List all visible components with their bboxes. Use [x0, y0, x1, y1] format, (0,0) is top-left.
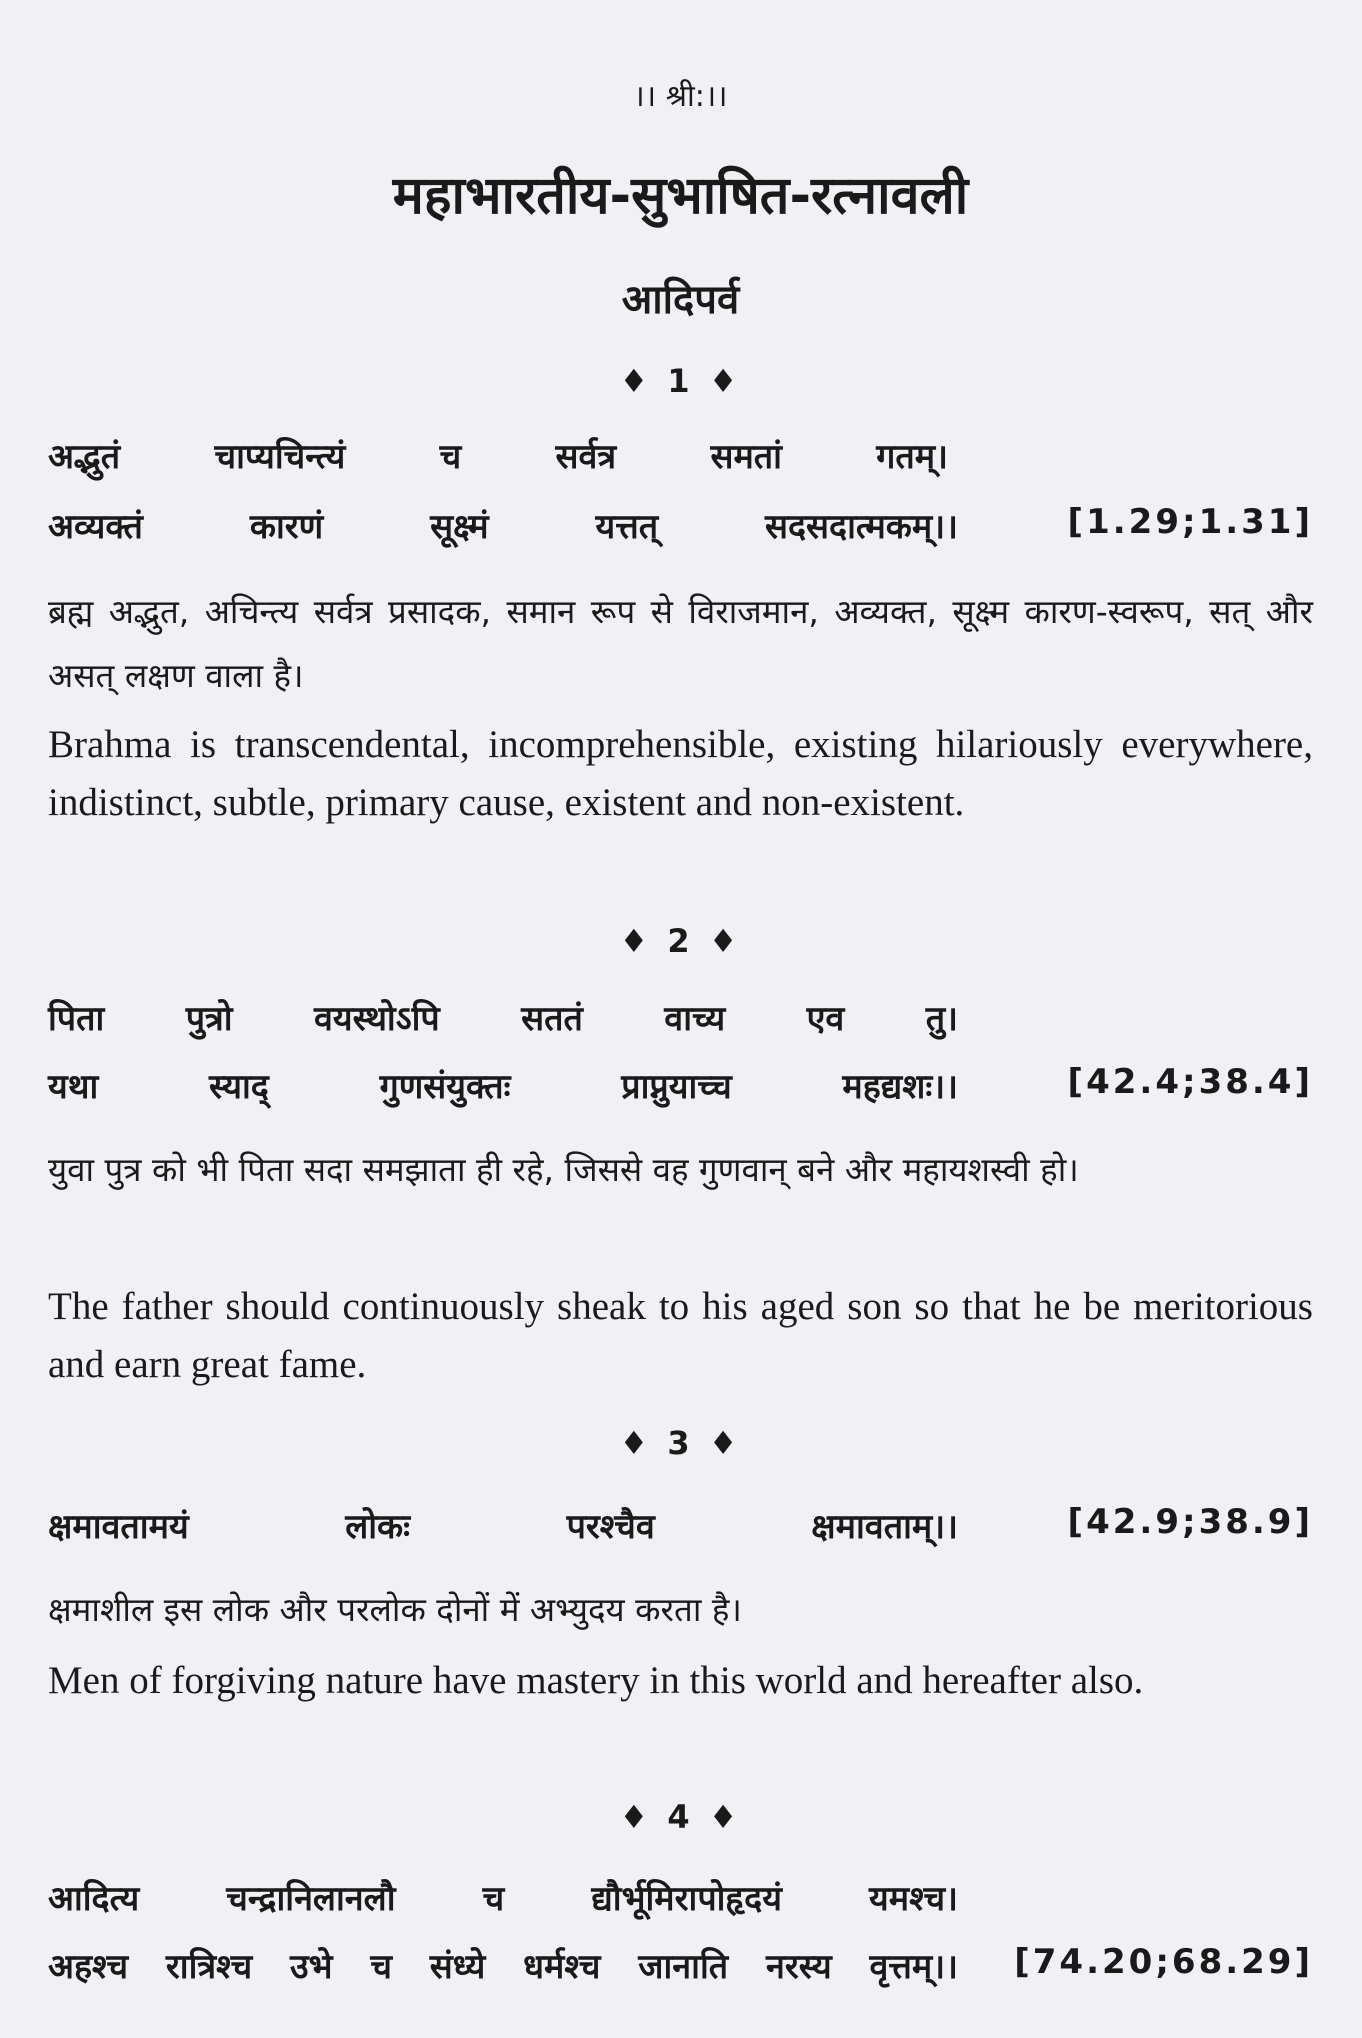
sanskrit-line	[48, 432, 1313, 478]
sanskrit-text: आदित्य चन्द्रानिलानलौ च द्यौर्भूमिरापोहृदयं यमश्च।	[48, 1879, 958, 1919]
verse-reference: [74.20;68.29]	[1014, 1942, 1313, 1982]
verse-reference: [42.4;38.4]	[1067, 1062, 1313, 1102]
sanskrit-text: यथा स्याद् गुणसंयुक्तः प्राप्नुयाच्च महद्यशः।।	[48, 1067, 958, 1107]
section-title: आदिपर्व	[621, 277, 740, 323]
verse-number: ♦ 3 ♦	[619, 1424, 742, 1462]
verse-reference: [42.9;38.9]	[1067, 1502, 1313, 1542]
sanskrit-line	[48, 1874, 1313, 1920]
english-translation: Brahma is transcendental, incomprehensible, existing hilariously everywhere, indistinct, subtle, primary cause, existent and non-existent.	[48, 723, 1313, 824]
sanskrit-line	[48, 502, 1313, 548]
sanskrit-line	[48, 994, 1313, 1040]
sanskrit-text: क्षमावतामयं लोकः परश्चैव क्षमावताम्।।	[48, 1507, 958, 1547]
hindi-translation: क्षमाशील इस लोक और परलोक दोनों में अभ्युदय करता है।	[48, 1590, 742, 1629]
sanskrit-line	[48, 1062, 1313, 1108]
sanskrit-text: अव्यक्तं कारणं सूक्ष्मं यत्तत् सदसदात्मकम्।।	[48, 507, 958, 547]
header-mark: ।। श्री:।।	[633, 79, 728, 114]
hindi-translation: युवा पुत्र को भी पिता सदा समझाता ही रहे, जिससे वह गुणवान् बने और महायशस्वी हो।	[48, 1150, 1079, 1189]
hindi-translation: ब्रह्म अद्भुत, अचिन्त्य सर्वत्र प्रसादक, समान रूप से विराजमान, अव्यक्त, सूक्ष्म कारण-स्वरूप, सत् और असत् लक्षण वाला है।	[48, 592, 1313, 695]
page-title: महाभारतीय-सुभाषित-रत्नावली	[392, 166, 969, 226]
sanskrit-line	[48, 1502, 1313, 1548]
sanskrit-text: अहश्च रात्रिश्च उभे च संध्ये धर्मश्च जानाति नरस्य वृत्तम्।।	[48, 1947, 958, 1987]
verse-number: ♦ 4 ♦	[619, 1798, 742, 1836]
sanskrit-text: पिता पुत्रो वयस्थोऽपि सततं वाच्य एव तु।	[48, 999, 958, 1039]
verse-number: ♦ 2 ♦	[619, 922, 742, 960]
verse-reference: [1.29;1.31]	[1067, 502, 1313, 542]
sanskrit-text: अद्भुतं चाप्यचिन्त्यं च सर्वत्र समतां गतम्।	[48, 437, 948, 477]
english-translation: Men of forgiving nature have mastery in this world and hereafter also.	[48, 1659, 1144, 1702]
english-translation: The father should continuously sheak to his aged son so that he be meritorious and earn great fame.	[48, 1285, 1313, 1386]
sanskrit-line	[48, 1942, 1313, 1988]
book-page	[48, 0, 1313, 2038]
verse-number: ♦ 1 ♦	[619, 362, 742, 400]
